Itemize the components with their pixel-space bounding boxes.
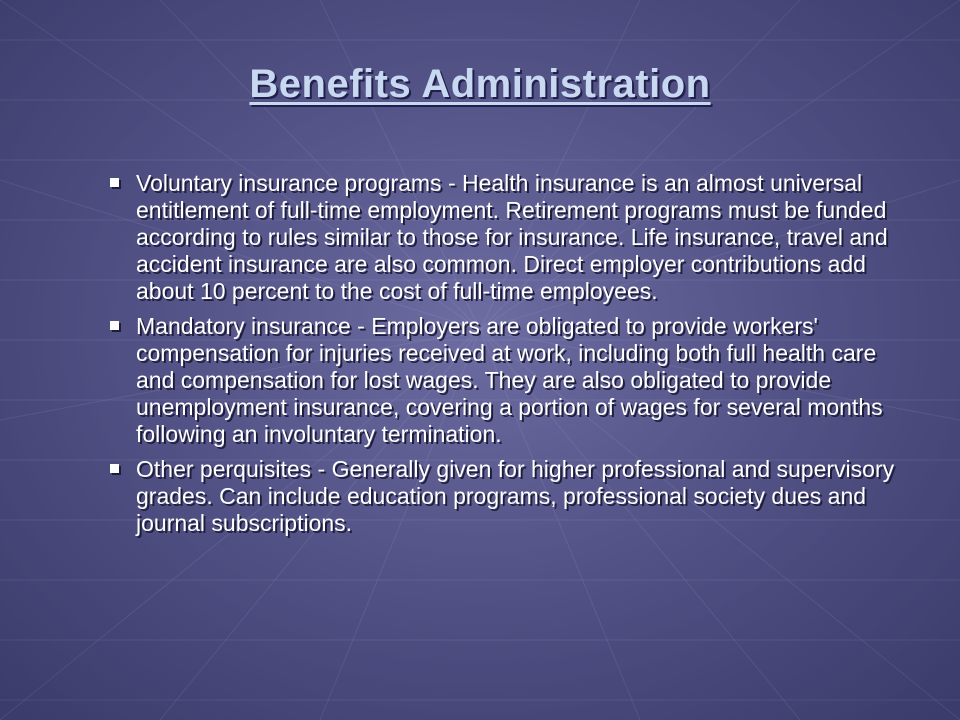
bullet-text: Mandatory insurance - Employers are obligated to provide workers' compensation for injuries received at work, including both full health care and compensation for lost wages. They are also obligated to provide unemployment insurance, covering a portion of wages for several months following an involuntary termination.: [136, 313, 883, 447]
bullet-list: [104, 170, 904, 545]
bullet-mandatory-insurance: [104, 313, 904, 448]
bullet-text: Voluntary insurance programs - Health insurance is an almost universal entitlement of full-time employment. Retirement programs must be funded according to rules similar to those for insurance. Life insurance, travel and accident insurance are also common. Direct employer contributions add about 10 percent to the cost of full-time employees.: [136, 170, 888, 304]
bullet-other-perquisites: [104, 456, 904, 537]
square-bullet-icon: [110, 321, 119, 330]
square-bullet-icon: [110, 178, 119, 187]
square-bullet-icon: [110, 464, 119, 473]
slide-title: Benefits Administration: [249, 62, 711, 106]
bullet-text: Other perquisites - Generally given for higher professional and supervisory grades. Can include education programs, professional society dues and journal subscriptions.: [136, 456, 895, 536]
bullet-voluntary-insurance: [104, 170, 904, 305]
